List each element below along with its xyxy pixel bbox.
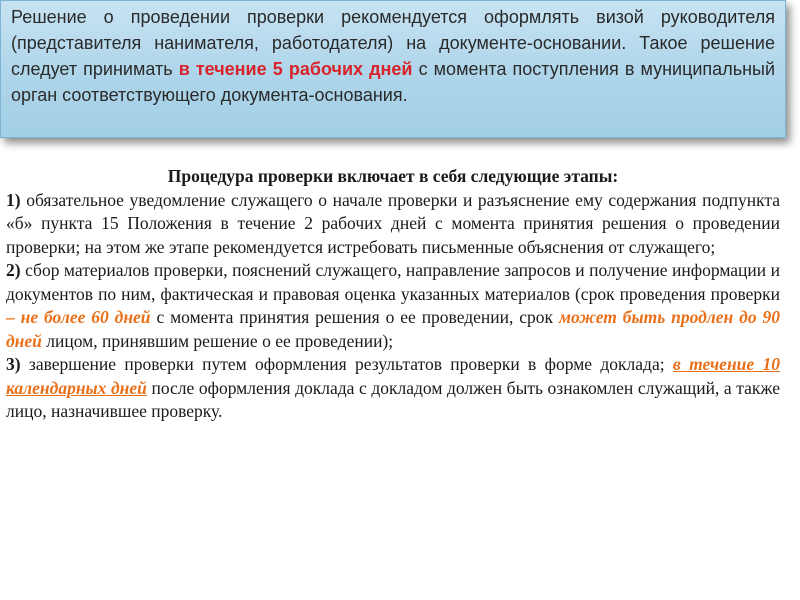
intro-text-before: Решение о проведении проверки рекомендуется оформлять визой руководителя (представителя нанимателя, работодателя) на документе-основании. Такое решение следует принимать xyxy=(11,7,775,79)
procedure-section xyxy=(6,165,780,424)
stage-2-text-2: с момента принятия решения о ее проведении, срок xyxy=(150,307,559,327)
stage-3 xyxy=(6,353,780,424)
stage-2-highlight-2: может быть продлен до 90 дней xyxy=(6,307,780,351)
stage-1-number: 1) xyxy=(6,189,21,210)
intro-box xyxy=(0,0,786,138)
intro-text-after: с момента поступления в муниципальный орган соответствующего документа-основания. xyxy=(11,59,776,105)
stage-3-text-1: завершение проверки путем оформления результатов проверки в форме доклада; xyxy=(20,354,673,374)
stage-1 xyxy=(6,189,780,260)
stage-3-number: 3) xyxy=(6,354,21,374)
procedure-heading: Процедура проверки включает в себя следующие этапы: xyxy=(167,166,619,186)
stage-2 xyxy=(6,259,780,353)
stage-3-text-2: после оформления доклада с докладом должен быть ознакомлен служащий, а также лицо, назначившее проверку. xyxy=(6,377,780,421)
stage-2-highlight-1: – не более 60 дней xyxy=(6,307,151,327)
stage-3-highlight: в течение 10 календарных дней xyxy=(6,354,780,398)
stage-2-number: 2) xyxy=(6,260,21,280)
stage-2-text-1: сбор материалов проверки, пояснений служащего, направление запросов и получение информации и документов по ним, фактическая и правовая оценка указанных материалов (срок проведения проверки xyxy=(6,260,780,304)
stage-1-text: обязательное уведомление служащего о начале проверки и разъяснение ему содержания подпункта «б» пункта 15 Положения в течение 2 рабочих дней с момента принятия решения о проведении проверки; на этом же этапе рекомендуется истребовать письменные объяснения от служащего; xyxy=(6,189,780,257)
intro-highlight: в течение 5 рабочих дней xyxy=(178,59,413,79)
intro-text xyxy=(11,4,775,108)
stage-2-text-3: лицом, принявшим решение о ее проведении); xyxy=(41,330,394,351)
